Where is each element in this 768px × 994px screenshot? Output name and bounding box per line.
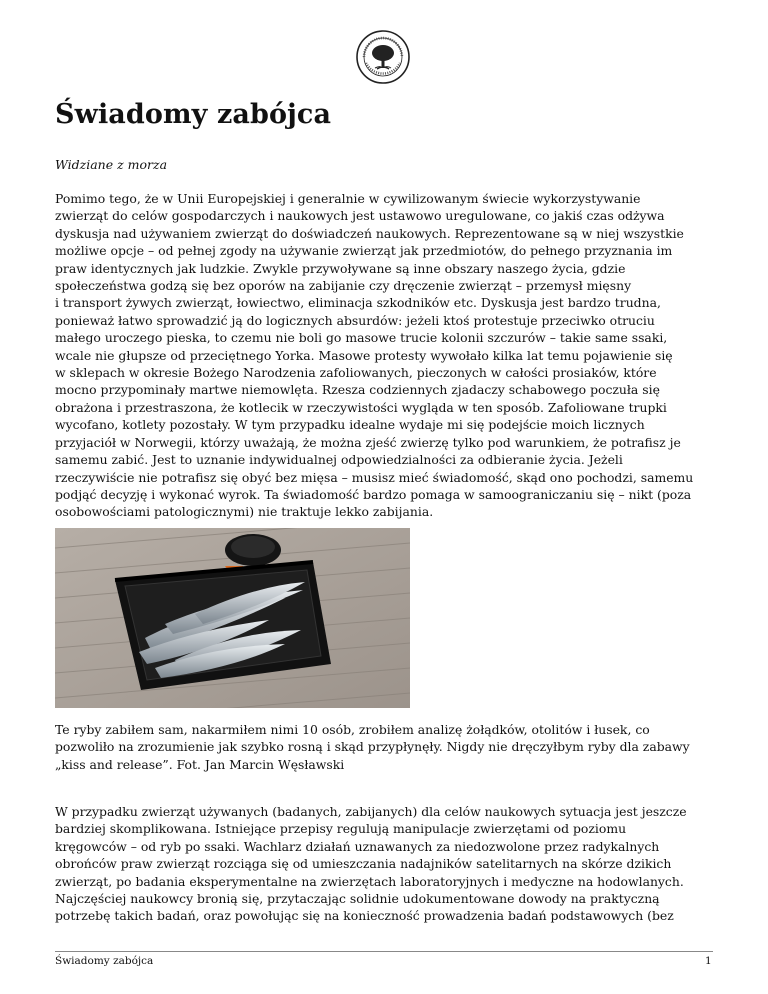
text-line: wcale nie głupsze od przeciętnego Yorka. Masowe protesty wywołało kilka lat temu pojawienie się bbox=[55, 347, 673, 363]
page-number: 1 bbox=[705, 955, 712, 967]
footer-title: Świadomy zabójca bbox=[55, 955, 154, 967]
text-line: Najczęściej naukowcy bronią się, przytaczając solidnie udokumentowane dowody na praktyczną bbox=[55, 891, 660, 907]
text-line: wycofano, kotlety pozostały. W tym przypadku idealne wydaje mi się podejście moich licznych bbox=[55, 417, 645, 433]
text-line: i transport żywych zwierząt, łowiectwo, eliminacja szkodników etc. Dyskusja jest bardzo trudna, bbox=[55, 295, 661, 311]
body-paragraph bbox=[55, 190, 715, 521]
footer-divider bbox=[55, 951, 713, 952]
text-line: małego uroczego pieska, to czemu nie boli go masowe trucie kolonii szczurów – takie same ssaki, bbox=[55, 330, 668, 346]
text-line: możliwe opcje – od pełnej zgody na używanie zwierząt jak przedmiotów, do pełnego przyznania im bbox=[55, 243, 673, 259]
body-paragraph bbox=[55, 803, 715, 925]
text-line: Pomimo tego, że w Unii Europejskiej i generalnie w cywilizowanym świecie wykorzystywanie bbox=[55, 191, 641, 206]
text-line: Te ryby zabiłem sam, nakarmiłem nimi 10 osób, zrobiłem analizę żołądków, otolitów i łusek, co bbox=[55, 722, 650, 737]
text-line: kręgowców – od ryb po ssaki. Wachlarz działań uznawanych za niedozwolone przez radykalnych bbox=[55, 838, 660, 854]
text-line: zwierząt, po badania eksperymentalne na zwierzętach laboratoryjnych i medyczne na hodowlanych. bbox=[55, 873, 684, 889]
text-line: rzeczywiście nie potrafisz się obyć bez mięsa – musisz mieć świadomość, skąd ono pochodzi, samemu bbox=[55, 469, 694, 485]
text-line: w sklepach w okresie Bożego Narodzenia zafoliowanych, pieczonych w całości prosiaków, które bbox=[55, 365, 657, 381]
text-line: obrońców praw zwierząt rozciąga się od umieszczania nadajników satelitarnych na skórze dzikich bbox=[55, 856, 672, 872]
photo-caption bbox=[55, 721, 715, 773]
text-line: W przypadku zwierząt używanych (badanych, zabijanych) dla celów naukowych sytuacja jest jeszcze bbox=[55, 804, 687, 819]
text-line: praw identycznych jak ludzkie. Zwykle przywoływane są inne obszary naszego życia, gdzie bbox=[55, 260, 626, 276]
text-line: osobowościami patologicznymi) nie traktuje lekko zabijania. bbox=[55, 504, 434, 520]
article-photo bbox=[55, 528, 410, 708]
text-line: ponieważ łatwo sprowadzić ją do logicznych absurdów: jeżeli ktoś protestuje przeciwko otruciu bbox=[55, 312, 655, 328]
text-line: mocno przypominały martwe niemowlęta. Rzesza codziennych zjadaczy schabowego poczuła się bbox=[55, 382, 660, 398]
tree-seal-logo-icon bbox=[355, 29, 411, 85]
article-title: Świadomy zabójca bbox=[55, 99, 332, 130]
text-line: zwierząt do celów gospodarczych i naukowych jest ustawowo uregulowane, co jakiś czas odżywa bbox=[55, 208, 665, 224]
text-line: potrzebę takich badań, oraz powołując się na konieczność prowadzenia badań podstawowych (bez bbox=[55, 908, 674, 924]
fish-bucket-image bbox=[55, 528, 410, 708]
text-line: pozwoliło na zrozumienie jak szybko rosną i skąd przypłynęły. Nigdy nie dręczyłbym ryby dla zabawy bbox=[55, 739, 690, 755]
article-subtitle: Widziane z morza bbox=[55, 157, 168, 172]
text-line: obrażona i przestraszona, że kotlecik w rzeczywistości wygląda w ten sposób. Zafoliowane trupki bbox=[55, 399, 667, 415]
text-line: bardziej skomplikowana. Istniejące przepisy regulują manipulacje zwierzętami od poziomu bbox=[55, 821, 627, 837]
text-line: przyjaciół w Norwegii, którzy uważają, że można zjeść zwierzę tylko pod warunkiem, że potrafisz je bbox=[55, 434, 681, 450]
text-line: społeczeństwa godzą się bez oporów na zabijanie czy dręczenie zwierząt – przemysł mięsny bbox=[55, 278, 632, 294]
text-line: podjąć decyzję i wykonać wyrok. Ta świadomość bardzo pomaga w samoograniczaniu się – nikt (poza bbox=[55, 486, 692, 502]
text-line: „kiss and release”. Fot. Jan Marcin Węsławski bbox=[55, 756, 345, 772]
text-line: samemu zabić. Jest to uznanie indywidualnej odpowiedzialności za odbieranie życia. Jeżeli bbox=[55, 452, 623, 468]
text-line: dyskusja nad używaniem zwierząt do doświadczeń naukowych. Reprezentowane są w niej wszystkie bbox=[55, 225, 684, 241]
